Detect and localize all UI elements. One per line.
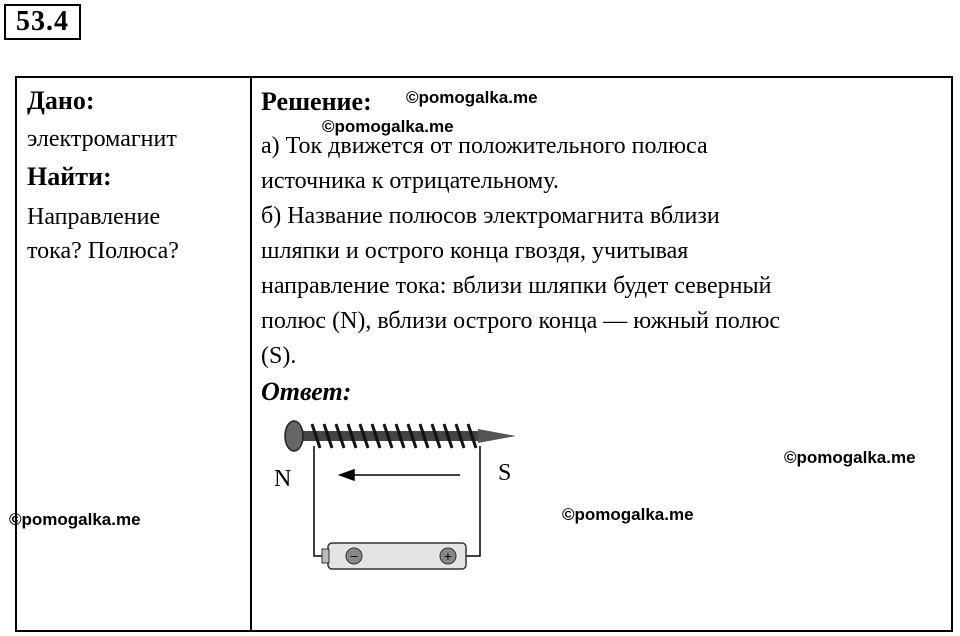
battery-plus-sign: + (443, 548, 453, 564)
solution-line-6: полюс (N), вблизи острого конца — южный полюс (261, 308, 781, 334)
current-arrow (340, 470, 460, 480)
problem-number: 53.4 (4, 4, 81, 40)
battery-minus-sign: − (349, 548, 359, 564)
solution-line-7: (S). (261, 343, 297, 369)
given-column (27, 84, 245, 268)
watermark-top: ©pomogalka.me (406, 88, 538, 107)
solution-line-2: источника к отрицательному. (261, 168, 559, 194)
south-pole-label: S (498, 460, 512, 486)
circuit-wires (314, 446, 480, 556)
solution-line-5: направление тока: вблизи шляпки будет северный (261, 273, 772, 299)
solution-line-1: а) Ток движется от положительного полюса (261, 133, 708, 159)
find-text-line-1: Направление (27, 204, 161, 230)
solution-line-3: б) Название полюсов электромагнита вблизи (261, 203, 720, 229)
watermark-right: ©pomogalka.me (784, 448, 916, 467)
given-text: электромагнит (27, 126, 177, 152)
find-heading: Найти: (27, 162, 112, 191)
watermark-upper: ©pomogalka.me (322, 117, 454, 136)
solution-line-4: шляпки и острого конца гвоздя, учитывая (261, 238, 689, 264)
answer-label: Ответ: (261, 377, 352, 406)
find-text-line-2: тока? Полюса? (27, 238, 179, 264)
column-divider (250, 78, 252, 630)
given-heading: Дано: (27, 86, 95, 115)
nail-head (285, 421, 303, 451)
solution-heading: Решение: (261, 87, 372, 116)
electromagnet-diagram (270, 414, 530, 594)
watermark-center: ©pomogalka.me (562, 505, 694, 524)
north-pole-label: N (274, 466, 292, 492)
watermark-left: ©pomogalka.me (9, 510, 141, 529)
nail-point (478, 429, 516, 443)
battery (322, 543, 466, 569)
